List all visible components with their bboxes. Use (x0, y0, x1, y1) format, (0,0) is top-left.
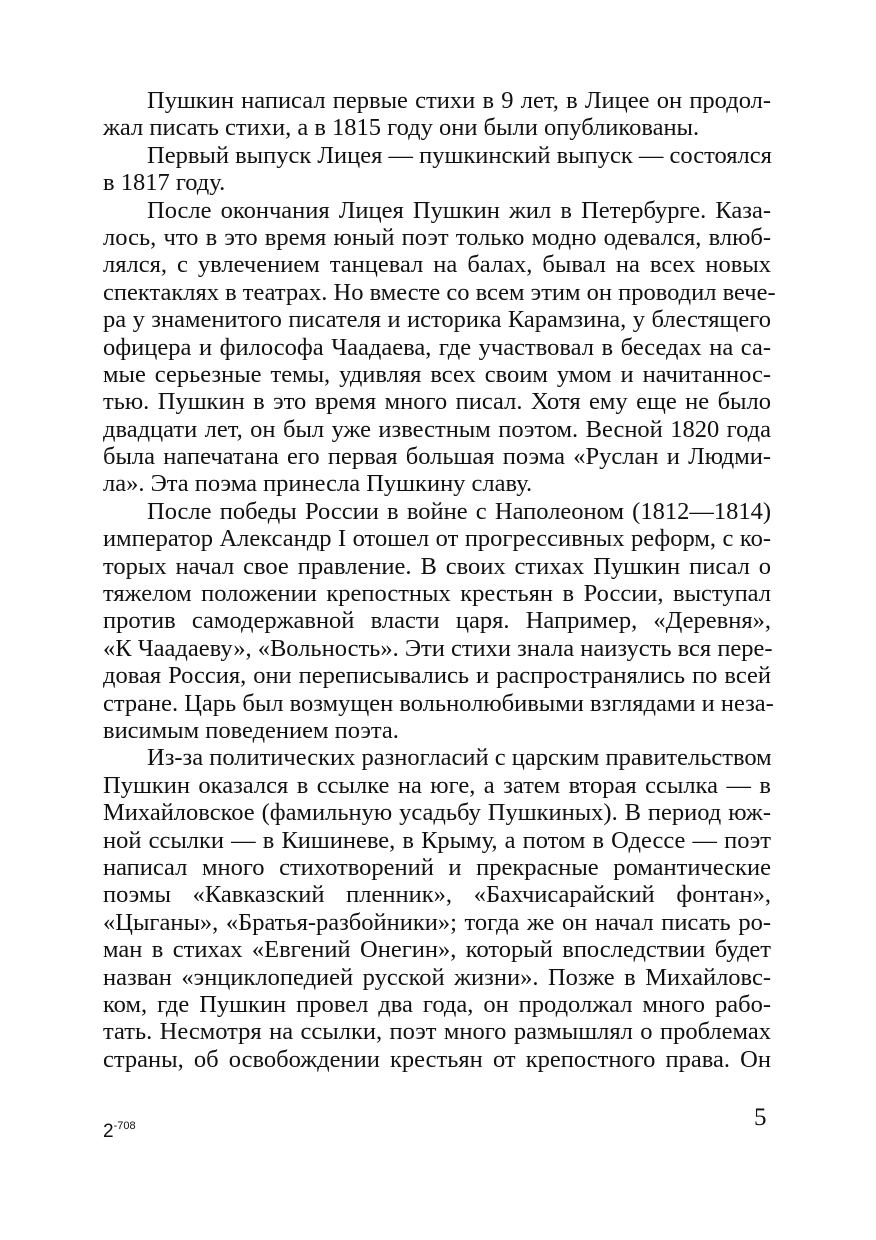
text-line: Первый выпуск Лицея — пушкинский выпуск — состоялся (147, 141, 772, 169)
signature-number: 2 (103, 1121, 114, 1142)
text-line: торых начал свое правление. В своих стихах Пушкин писал о (103, 552, 771, 580)
paragraph (103, 87, 771, 142)
text-line: тяжелом положении крепостных крестьян в России, выступал (103, 580, 771, 608)
text-line: тью. Пушкин в это время много писал. Хотя ему еще не было (103, 388, 771, 416)
text-line: ра у знаменитого писателя и историка Карамзина, у блестящего (103, 306, 771, 334)
text-line: ной ссылки — в Кишиневе, в Крыму, а потом в Одессе — поэт (103, 826, 771, 854)
printer-signature-mark (103, 1115, 136, 1143)
text-line: написал много стихотворений и прекрасные романтические (103, 853, 771, 881)
text-line: поэмы «Кавказский пленник», «Бахчисарайский фонтан», (103, 881, 771, 909)
text-line: против самодержавной власти царя. Например, «Деревня», (103, 607, 771, 635)
text-line: После окончания Лицея Пушкин жил в Петербурге. Каза- (147, 196, 771, 224)
text-line: ман в стихах «Евгений Онегин», который впоследствии будет (103, 936, 771, 964)
text-line: жал писать стихи, а в 1815 году они были опубликованы. (103, 114, 700, 142)
paragraph (103, 497, 774, 745)
body-text (103, 87, 776, 1073)
page-number: 5 (754, 1104, 767, 1131)
text-line: стране. Царь был возмущен вольнолюбивыми взглядами и неза- (103, 689, 774, 717)
text-line: в 1817 году. (103, 169, 226, 197)
text-line: «К Чаадаеву», «Вольность». Эти стихи знала наизусть вся пере- (103, 634, 773, 662)
text-line: висимым поведением поэта. (103, 716, 399, 744)
paragraph (103, 196, 776, 498)
signature-code: -708 (113, 1120, 136, 1132)
text-line: лось, что в это время юный поэт только модно одевался, влюб- (103, 223, 771, 251)
text-line: двадцати лет, он был уже известным поэтом. Весной 1820 года (103, 415, 771, 443)
text-line: Пушкин написал первые стихи в 9 лет, в Лицее он продол- (147, 87, 771, 114)
text-line: офицера и философа Чаадаева, где участвовал в беседах на са- (103, 333, 771, 361)
text-line: ла». Эта поэма принесла Пушкину славу. (103, 470, 533, 498)
text-line: тать. Несмотря на ссылки, поэт много размышлял о проблемах (103, 1018, 771, 1046)
text-line: ком, где Пушкин провел два года, он продолжал много рабо- (103, 990, 771, 1018)
text-line: лялся, с увлечением танцевал на балах, бывал на всех новых (103, 251, 771, 279)
text-line: император Александр I отошел от прогрессивных реформ, с ко- (103, 525, 771, 553)
text-line: довая Россия, они переписывались и распространялись по всей (103, 662, 771, 690)
text-line: Пушкин оказался в ссылке на юге, а затем вторая ссылка — в (103, 771, 771, 799)
text-line: спектаклях в театрах. Но вместе со всем этим он проводил вече- (103, 278, 776, 306)
text-line: Михайловское (фамильную усадьбу Пушкиных). В период юж- (103, 799, 771, 827)
text-line: страны, об освобождении крестьян от крепостного права. Он (103, 1045, 771, 1073)
text-line: После победы России в войне с Наполеоном (1812—1814) (147, 497, 771, 525)
text-line: «Цыганы», «Братья-разбойники»; тогда же он начал писать ро- (103, 908, 771, 936)
text-line: Из-за политических разногласий с царским правительством (147, 744, 772, 772)
text-line: мые серьезные темы, удивляя всех своим умом и начитаннос- (103, 360, 771, 388)
paragraph (103, 142, 771, 197)
text-line: была напечатана его первая большая поэма «Руслан и Людми- (103, 443, 771, 471)
text-line: назван «энциклопедией русской жизни». Позже в Михайловс- (103, 963, 771, 991)
paragraph (103, 744, 771, 1073)
